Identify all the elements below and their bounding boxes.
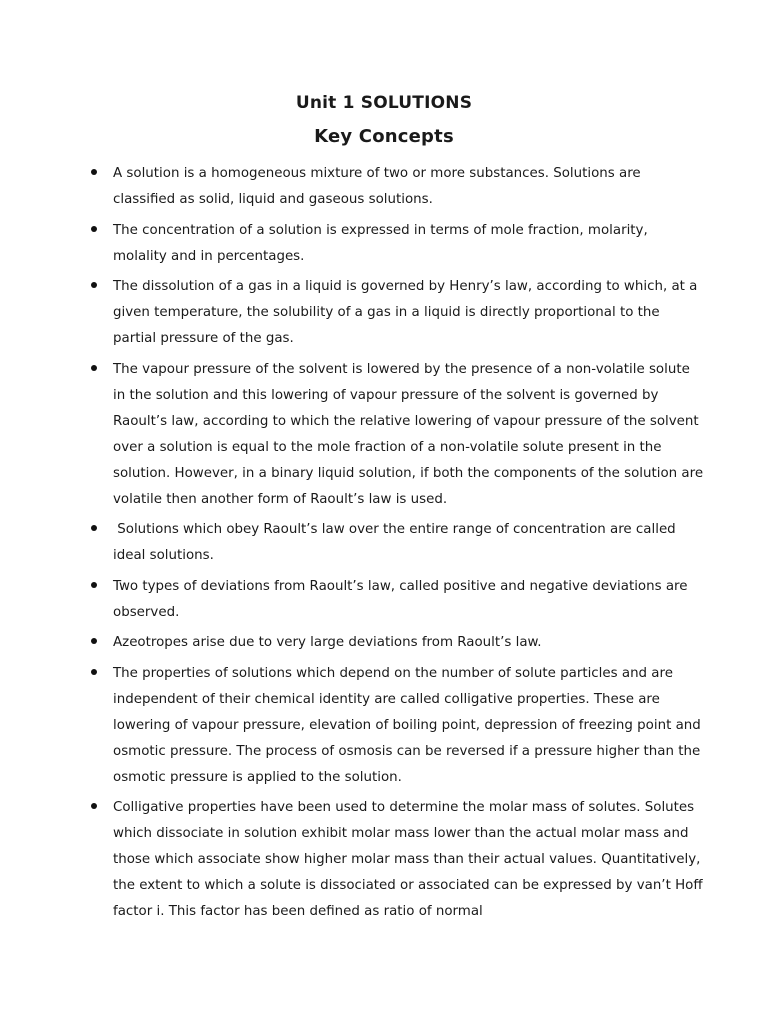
list-item: The dissolution of a gas in a liquid is governed by Henry’s law, according to which, at a given temperature, the solubility of a gas in a liquid is directly proportional to the partial pressure of the gas. [113, 274, 705, 352]
list-item: The properties of solutions which depend on the number of solute particles and are independent of their chemical identity are called colligative properties. These are lowering of vapour pressure, elevation of boiling point, depression of freezing point and osmotic pressure. The process of osmosis can be reversed if a pressure higher than the osmotic pressure is applied to the solution. [113, 661, 705, 791]
list-item: The concentration of a solution is expressed in terms of mole fraction, molarity, molality and in percentages. [113, 218, 705, 270]
section-title: Key Concepts [314, 126, 454, 147]
list-item: Solutions which obey Raoult’s law over the entire range of concentration are called ideal solutions. [113, 517, 705, 569]
list-item: The vapour pressure of the solvent is lowered by the presence of a non-volatile solute in the solution and this lowering of vapour pressure of the solvent is governed by Raoult’s law, according to which the relative lowering of vapour pressure of the solvent over a solution is equal to the mole fraction of a non-volatile solute present in the solution. However, in a binary liquid solution, if both the components of the solution are volatile then another form of Raoult’s law is used. [113, 357, 705, 513]
key-concepts-list [113, 161, 705, 930]
list-item: Colligative properties have been used to determine the molar mass of solutes. Solutes which dissociate in solution exhibit molar mass lower than the actual molar mass and those which associate show higher molar mass than their actual values. Quantitatively, the extent to which a solute is dissociated or associated can be expressed by van’t Hoff factor i. This factor has been defined as ratio of normal [113, 795, 705, 925]
list-item: A solution is a homogeneous mixture of two or more substances. Solutions are classified as solid, liquid and gaseous solutions. [113, 161, 705, 213]
list-item: Two types of deviations from Raoult’s law, called positive and negative deviations are observed. [113, 574, 705, 626]
unit-title: Unit 1 SOLUTIONS [295, 93, 473, 113]
list-item: Azeotropes arise due to very large deviations from Raoult’s law. [113, 630, 705, 656]
